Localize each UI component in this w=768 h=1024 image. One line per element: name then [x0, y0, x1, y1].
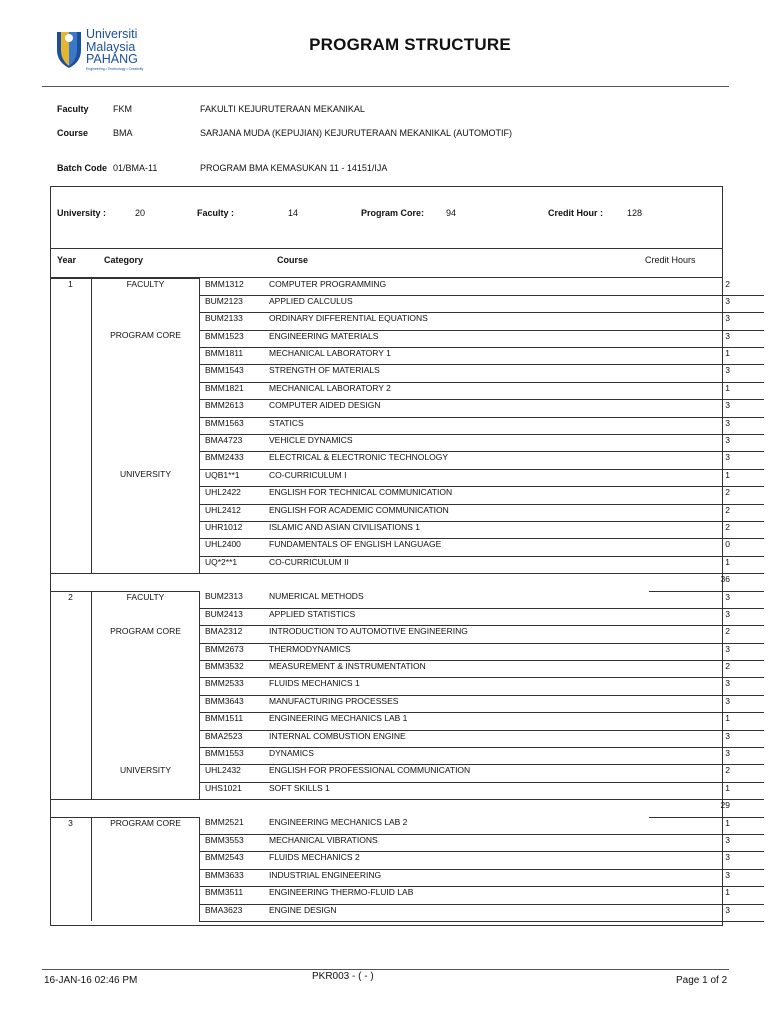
course-code-cell: BMM3633	[200, 869, 270, 886]
course-name-cell: ISLAMIC AND ASIAN CIVILISATIONS 1	[269, 521, 649, 538]
credit-hours-cell: 1	[649, 382, 764, 399]
table-row	[50, 695, 764, 712]
category-cell: FACULTY	[92, 279, 200, 296]
course-name-cell: MEASUREMENT & INSTRUMENTATION	[269, 661, 649, 678]
year-cell	[50, 487, 92, 504]
year-total-row	[50, 574, 764, 591]
category-cell	[92, 643, 200, 660]
category-cell	[92, 608, 200, 625]
year-cell: 2	[50, 591, 92, 608]
table-row	[50, 782, 764, 799]
course-code-cell: BUM2313	[200, 591, 270, 608]
course-name-cell: FLUIDS MECHANICS 1	[269, 678, 649, 695]
page-title: PROGRAM STRUCTURE	[309, 35, 511, 54]
category-cell	[92, 835, 200, 852]
column-header-credit-hours: Credit Hours	[645, 255, 696, 265]
table-row	[50, 661, 764, 678]
table-row	[50, 678, 764, 695]
year-cell	[50, 748, 92, 765]
course-name-cell: COMPUTER AIDED DESIGN	[269, 400, 649, 417]
course-code-cell: BMM1511	[200, 713, 270, 730]
course-name-cell: APPLIED STATISTICS	[269, 608, 649, 625]
summary-faculty-value: 14	[288, 208, 299, 218]
course-name-cell: INTERNAL COMBUSTION ENGINE	[269, 730, 649, 747]
course-name-cell: INTRODUCTION TO AUTOMOTIVE ENGINEERING	[269, 626, 649, 643]
credit-hours-cell: 1	[649, 887, 764, 904]
course-name-cell: COMPUTER PROGRAMMING	[269, 279, 649, 296]
shield-icon	[55, 28, 83, 70]
table-row	[50, 608, 764, 625]
credit-hours-cell: 2	[649, 765, 764, 782]
footer-divider	[42, 969, 729, 970]
credit-hours-cell: 3	[649, 852, 764, 869]
table-row	[50, 504, 764, 521]
table-row	[50, 817, 764, 834]
credit-hours-cell: 2	[649, 521, 764, 538]
category-cell	[92, 904, 200, 921]
table-row	[50, 626, 764, 643]
table-row	[50, 365, 764, 382]
table-row	[50, 348, 764, 365]
category-cell	[92, 295, 200, 312]
course-code-cell: UQ*2**1	[200, 556, 270, 573]
course-code-cell: BMM1553	[200, 748, 270, 765]
table-row	[50, 748, 764, 765]
category-cell: PROGRAM CORE	[92, 330, 200, 347]
course-code-cell: UQB1**1	[200, 469, 270, 486]
credit-hours-cell: 3	[649, 313, 764, 330]
course-name-cell: MECHANICAL VIBRATIONS	[269, 835, 649, 852]
category-cell	[92, 452, 200, 469]
year-cell	[50, 869, 92, 886]
year-cell	[50, 295, 92, 312]
table-row	[50, 487, 764, 504]
credit-hours-cell: 3	[649, 400, 764, 417]
course-name-cell: APPLIED CALCULUS	[269, 295, 649, 312]
course-name-cell: FLUIDS MECHANICS 2	[269, 852, 649, 869]
course-code-cell: BUM2413	[200, 608, 270, 625]
table-row	[50, 591, 764, 608]
year-cell	[50, 539, 92, 556]
category-cell	[92, 556, 200, 573]
table-row	[50, 539, 764, 556]
course-name-cell: ENGINEERING MATERIALS	[269, 330, 649, 347]
course-name-cell: ORDINARY DIFFERENTIAL EQUATIONS	[269, 313, 649, 330]
credit-hours-cell: 3	[649, 904, 764, 921]
year-cell	[50, 417, 92, 434]
batch-code: 01/BMA-11	[113, 163, 158, 173]
credit-hours-cell: 3	[649, 748, 764, 765]
year-cell	[50, 782, 92, 799]
credit-hours-cell: 3	[649, 330, 764, 347]
category-cell	[92, 348, 200, 365]
category-cell	[92, 400, 200, 417]
summary-university-value: 20	[135, 208, 146, 218]
year-cell	[50, 469, 92, 486]
year-cell	[50, 348, 92, 365]
credit-hours-cell: 1	[649, 713, 764, 730]
table-row	[50, 556, 764, 573]
course-code-cell: BMM2433	[200, 452, 270, 469]
logo-line-1: Universiti	[86, 27, 138, 41]
course-name-cell: THERMODYNAMICS	[269, 643, 649, 660]
year-cell	[50, 887, 92, 904]
year-cell	[50, 835, 92, 852]
summary-credit-value: 128	[627, 208, 643, 218]
year-cell: 1	[50, 279, 92, 296]
course-name-cell: STATICS	[269, 417, 649, 434]
course-name-cell: INDUSTRIAL ENGINEERING	[269, 869, 649, 886]
category-cell: FACULTY	[92, 591, 200, 608]
credit-hours-cell: 3	[649, 295, 764, 312]
category-cell	[92, 695, 200, 712]
course-code-cell: BMM1523	[200, 330, 270, 347]
category-cell	[92, 487, 200, 504]
year-cell	[50, 382, 92, 399]
year-cell: 3	[50, 817, 92, 834]
table-row	[50, 869, 764, 886]
category-cell	[92, 435, 200, 452]
year-cell	[50, 556, 92, 573]
table-row	[50, 765, 764, 782]
category-cell	[92, 887, 200, 904]
course-code-cell: UHL2432	[200, 765, 270, 782]
credit-hours-cell: 1	[649, 782, 764, 799]
course-code-cell: BMM3511	[200, 887, 270, 904]
year-cell	[50, 365, 92, 382]
credit-hours-cell: 3	[649, 730, 764, 747]
summary-core-value: 94	[446, 208, 457, 218]
course-code-cell: BUM2133	[200, 313, 270, 330]
category-cell: PROGRAM CORE	[92, 626, 200, 643]
course-name-cell: MECHANICAL LABORATORY 1	[269, 348, 649, 365]
table-row	[50, 295, 764, 312]
category-cell: UNIVERSITY	[92, 469, 200, 486]
year-cell	[50, 643, 92, 660]
table-row	[50, 469, 764, 486]
category-cell	[92, 678, 200, 695]
year-cell	[50, 765, 92, 782]
course-code-cell: BMA4723	[200, 435, 270, 452]
table-row	[50, 904, 764, 921]
year-cell	[50, 435, 92, 452]
year-cell	[50, 521, 92, 538]
year-cell	[50, 504, 92, 521]
credit-hours-cell: 3	[649, 695, 764, 712]
course-name-cell: MANUFACTURING PROCESSES	[269, 695, 649, 712]
table-row	[50, 713, 764, 730]
category-cell	[92, 504, 200, 521]
year-cell	[50, 904, 92, 921]
category-cell	[92, 539, 200, 556]
course-name-cell: FUNDAMENTALS OF ENGLISH LANGUAGE	[269, 539, 649, 556]
credit-hours-cell: 3	[649, 643, 764, 660]
year-cell	[50, 678, 92, 695]
category-cell: UNIVERSITY	[92, 765, 200, 782]
course-name-cell: ELECTRICAL & ELECTRONIC TECHNOLOGY	[269, 452, 649, 469]
faculty-name: FAKULTI KEJURUTERAAN MEKANIKAL	[200, 104, 365, 114]
course-name-cell: ENGLISH FOR PROFESSIONAL COMMUNICATION	[269, 765, 649, 782]
credit-hours-cell: 3	[649, 678, 764, 695]
course-code-cell: BMM3532	[200, 661, 270, 678]
course-code-cell: BMM2521	[200, 817, 270, 834]
course-name-cell: NUMERICAL METHODS	[269, 591, 649, 608]
category-cell: PROGRAM CORE	[92, 817, 200, 834]
table-row	[50, 279, 764, 296]
course-name-cell: ENGINEERING THERMO-FLUID LAB	[269, 887, 649, 904]
category-cell	[92, 417, 200, 434]
faculty-code: FKM	[113, 104, 132, 114]
course-code-cell: BMM1563	[200, 417, 270, 434]
table-row	[50, 417, 764, 434]
credit-hours-cell: 1	[649, 556, 764, 573]
table-row	[50, 835, 764, 852]
year-cell	[50, 713, 92, 730]
year-cell	[50, 695, 92, 712]
category-cell	[92, 661, 200, 678]
table-row	[50, 730, 764, 747]
course-name-cell: CO-CURRICULUM II	[269, 556, 649, 573]
footer-datetime: 16-JAN-16 02:46 PM	[44, 975, 138, 986]
credit-hours-cell: 3	[649, 365, 764, 382]
column-header-category: Category	[104, 255, 144, 265]
course-name-cell: CO-CURRICULUM I	[269, 469, 649, 486]
logo-line-2: Malaysia	[86, 39, 136, 54]
table-row	[50, 852, 764, 869]
category-cell	[92, 521, 200, 538]
year-cell	[50, 661, 92, 678]
category-cell	[92, 782, 200, 799]
course-code-cell: UHR1012	[200, 521, 270, 538]
table-row	[50, 452, 764, 469]
table-row	[50, 435, 764, 452]
category-cell	[92, 713, 200, 730]
course-code-cell: UHL2400	[200, 539, 270, 556]
course-code-cell: BMM1811	[200, 348, 270, 365]
course-code-cell: UHL2412	[200, 504, 270, 521]
credit-hours-cell: 3	[649, 452, 764, 469]
course-name-cell: ENGINEERING MECHANICS LAB 2	[269, 817, 649, 834]
logo-line-3: PAHANG	[86, 52, 138, 66]
course-name-cell: ENGINE DESIGN	[269, 904, 649, 921]
credit-hours-cell: 1	[649, 348, 764, 365]
course-code-cell: BMM3643	[200, 695, 270, 712]
course-code-cell: BMM2543	[200, 852, 270, 869]
credit-hours-cell: 1	[649, 469, 764, 486]
year-total-credits: 29	[649, 800, 764, 817]
year-cell	[50, 452, 92, 469]
university-logo	[55, 28, 145, 72]
category-cell	[92, 382, 200, 399]
credit-hours-cell: 2	[649, 504, 764, 521]
course-name-cell: STRENGTH OF MATERIALS	[269, 365, 649, 382]
course-code: BMA	[113, 128, 133, 138]
summary-credit-label: Credit Hour :	[548, 208, 603, 218]
course-code-cell: BMM3553	[200, 835, 270, 852]
credit-hours-cell: 0	[649, 539, 764, 556]
column-header-year: Year	[57, 255, 77, 265]
year-cell	[50, 852, 92, 869]
course-code-cell: BMM1312	[200, 279, 270, 296]
header-divider	[42, 86, 729, 87]
course-code-cell: UHS1021	[200, 782, 270, 799]
course-code-cell: UHL2422	[200, 487, 270, 504]
course-code-cell: BMM2613	[200, 400, 270, 417]
credit-hours-cell: 3	[649, 608, 764, 625]
year-total-credits: 36	[649, 574, 764, 591]
year-cell	[50, 730, 92, 747]
category-cell	[92, 869, 200, 886]
course-code-cell: BMA3623	[200, 904, 270, 921]
course-code-cell: BUM2123	[200, 295, 270, 312]
summary-university-label: University :	[57, 208, 107, 218]
footer-report-code: PKR003 - ( - )	[312, 971, 374, 982]
year-cell	[50, 608, 92, 625]
course-code-cell: BMM1821	[200, 382, 270, 399]
table-row	[50, 313, 764, 330]
summary-divider	[50, 248, 723, 249]
column-header-course: Course	[277, 255, 309, 265]
credit-hours-cell: 3	[649, 417, 764, 434]
table-row	[50, 330, 764, 347]
category-cell	[92, 730, 200, 747]
summary-core-label: Program Core:	[361, 208, 425, 218]
course-name-cell: ENGLISH FOR TECHNICAL COMMUNICATION	[269, 487, 649, 504]
batch-label: Batch Code	[57, 163, 108, 173]
course-code-cell: BMA2523	[200, 730, 270, 747]
course-code-cell: BMM1543	[200, 365, 270, 382]
category-cell	[92, 365, 200, 382]
credit-hours-cell: 1	[649, 817, 764, 834]
credit-hours-cell: 3	[649, 435, 764, 452]
course-code-cell: BMA2312	[200, 626, 270, 643]
course-code-cell: BMM2673	[200, 643, 270, 660]
logo-tagline: Engineering • Technology • Creativity	[86, 66, 144, 71]
credit-hours-cell: 2	[649, 661, 764, 678]
batch-name: PROGRAM BMA KEMASUKAN 11 - 14151/IJA	[200, 163, 388, 173]
category-cell	[92, 748, 200, 765]
course-name-cell: ENGINEERING MECHANICS LAB 1	[269, 713, 649, 730]
course-name-cell: VEHICLE DYNAMICS	[269, 435, 649, 452]
year-cell	[50, 313, 92, 330]
credit-hours-cell: 2	[649, 279, 764, 296]
credit-hours-cell: 3	[649, 591, 764, 608]
course-name: SARJANA MUDA (KEPUJIAN) KEJURUTERAAN MEKANIKAL (AUTOMOTIF)	[200, 128, 513, 138]
year-cell	[50, 400, 92, 417]
category-cell	[92, 852, 200, 869]
credit-hours-cell: 2	[649, 626, 764, 643]
year-cell	[50, 626, 92, 643]
course-table	[50, 278, 764, 922]
logo-wordmark	[86, 28, 143, 71]
category-cell	[92, 313, 200, 330]
table-row	[50, 887, 764, 904]
table-row	[50, 643, 764, 660]
footer-page-number: Page 1 of 2	[676, 975, 728, 986]
year-total-row	[50, 800, 764, 817]
table-row	[50, 521, 764, 538]
credit-hours-cell: 3	[649, 835, 764, 852]
table-row	[50, 382, 764, 399]
course-name-cell: SOFT SKILLS 1	[269, 782, 649, 799]
course-name-cell: MECHANICAL LABORATORY 2	[269, 382, 649, 399]
course-name-cell: DYNAMICS	[269, 748, 649, 765]
table-row	[50, 400, 764, 417]
credit-hours-cell: 3	[649, 869, 764, 886]
course-code-cell: BMM2533	[200, 678, 270, 695]
year-cell	[50, 330, 92, 347]
credit-hours-cell: 2	[649, 487, 764, 504]
course-label: Course	[57, 128, 89, 138]
course-name-cell: ENGLISH FOR ACADEMIC COMMUNICATION	[269, 504, 649, 521]
faculty-label: Faculty	[57, 104, 89, 114]
summary-faculty-label: Faculty :	[197, 208, 235, 218]
